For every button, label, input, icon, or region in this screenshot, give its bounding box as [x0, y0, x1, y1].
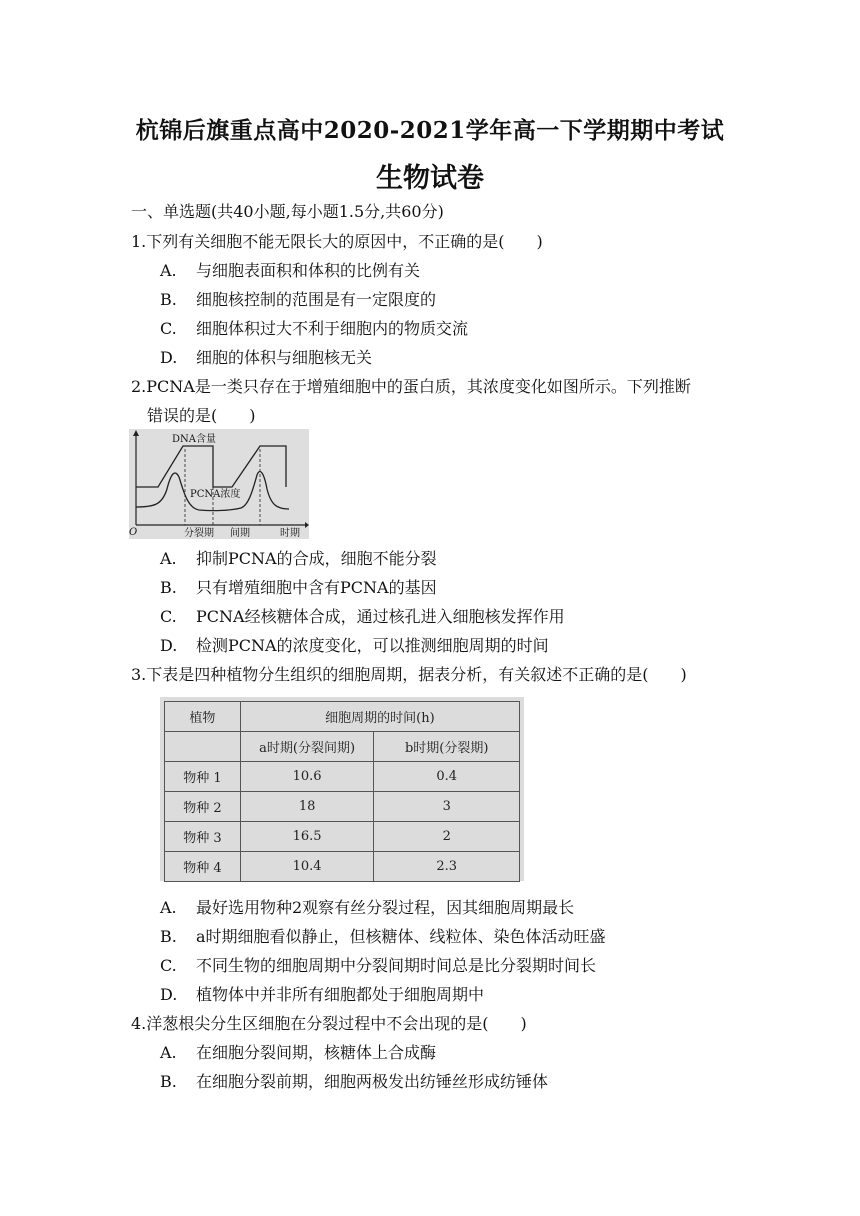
x-label-interphase: 间期 — [230, 528, 250, 539]
option-text: 在细胞分裂前期，细胞两极发出纺锤丝形成纺锤体 — [196, 1072, 549, 1091]
option-letter: D. — [160, 636, 178, 655]
question-1-option-c — [160, 316, 468, 339]
exam-subject-title: 生物试卷 — [376, 163, 484, 194]
table-cell-a: 10.4 — [240, 852, 374, 882]
question-4-option-a — [160, 1040, 436, 1063]
option-letter: A. — [160, 549, 177, 568]
question-4-stem — [131, 1011, 527, 1034]
pcna-label: PCNA浓度 — [190, 489, 241, 500]
question-1-text: 1.下列有关细胞不能无限长大的原因中，不正确的是( — [131, 232, 505, 251]
table-subheader-row — [165, 732, 520, 762]
option-letter: B. — [160, 290, 177, 309]
option-letter: A. — [160, 1043, 177, 1062]
question-4-text: 4.洋葱根尖分生区细胞在分裂过程中不会出现的是( — [131, 1014, 489, 1033]
question-4-close: ) — [520, 1014, 527, 1033]
option-text: 细胞体积过大不利于细胞内的物质交流 — [196, 319, 469, 338]
question-3-stem — [131, 662, 687, 685]
option-text: PCNA经核糖体合成，通过核孔进入细胞核发挥作用 — [196, 607, 565, 626]
question-2-close: ) — [249, 406, 256, 425]
option-text: 检测PCNA的浓度变化，可以推测细胞周期的时间 — [196, 636, 549, 655]
option-text: 与细胞表面积和体积的比例有关 — [196, 261, 421, 280]
table-row — [165, 852, 520, 882]
table-row — [165, 792, 520, 822]
origin-label: O — [129, 527, 138, 538]
question-3-option-c — [160, 953, 596, 976]
pcna-diagram — [129, 429, 309, 539]
question-3-option-a — [160, 895, 574, 918]
table-header-row — [165, 702, 520, 732]
table-cell-b: 0.4 — [374, 762, 520, 792]
question-2-text-cont: 错误的是( — [147, 406, 218, 425]
option-text: 在细胞分裂间期，核糖体上合成酶 — [196, 1043, 437, 1062]
table-cell-a: 18 — [240, 792, 374, 822]
table-row — [165, 762, 520, 792]
option-text: 不同生物的细胞周期中分裂间期时间总是比分裂期时间长 — [196, 956, 597, 975]
question-2-option-a — [160, 546, 437, 569]
table-row — [165, 822, 520, 852]
table-cell-a: 10.6 — [240, 762, 374, 792]
question-1-option-b — [160, 287, 436, 310]
option-text: 细胞的体积与细胞核无关 — [196, 348, 373, 367]
option-letter: C. — [160, 319, 177, 338]
pcna-figure — [129, 429, 309, 539]
table-header-a: a时期(分裂间期) — [240, 732, 374, 762]
section-heading: 一、单选题(共40小题,每小题1.5分,共60分) — [131, 202, 444, 221]
option-text: a时期细胞看似静止，但核糖体、线粒体、染色体活动旺盛 — [196, 927, 606, 946]
option-letter: D. — [160, 348, 178, 367]
question-2-stem-cont — [147, 403, 256, 426]
table-cell-a: 16.5 — [240, 822, 374, 852]
option-letter: B. — [160, 927, 177, 946]
option-letter: B. — [160, 578, 177, 597]
table-cell-b: 2.3 — [374, 852, 520, 882]
table-cell-b: 3 — [374, 792, 520, 822]
x-label-division: 分裂期 — [184, 528, 214, 539]
table-cell-species: 物种 4 — [165, 852, 241, 882]
question-2-option-b — [160, 575, 437, 598]
option-letter: A. — [160, 898, 177, 917]
option-letter: A. — [160, 261, 177, 280]
option-text: 植物体中并非所有细胞都处于细胞周期中 — [196, 985, 485, 1004]
question-2-option-d — [160, 633, 549, 656]
table-cell-species: 物种 2 — [165, 792, 241, 822]
question-4-option-b — [160, 1069, 548, 1092]
table-header-time: 细胞周期的时间(h) — [240, 702, 519, 732]
question-1-stem — [131, 229, 543, 252]
x-label-time: 时期 — [280, 528, 300, 539]
option-text: 抑制PCNA的合成，细胞不能分裂 — [196, 549, 437, 568]
option-text: 只有增殖细胞中含有PCNA的基因 — [196, 578, 437, 597]
table-cell-b: 2 — [374, 822, 520, 852]
question-1-close: ) — [536, 232, 543, 251]
exam-title: 杭锦后旗重点高中2020-2021学年高一下学期期中考试 — [135, 117, 725, 144]
question-1-option-d — [160, 345, 372, 368]
question-3-option-b — [160, 924, 606, 947]
dna-label: DNA含量 — [172, 434, 216, 445]
option-letter: C. — [160, 956, 177, 975]
question-1-option-a — [160, 258, 420, 281]
option-text: 最好选用物种2观察有丝分裂过程，因其细胞周期最长 — [196, 898, 575, 917]
option-letter: C. — [160, 607, 177, 626]
question-3-text: 3.下表是四种植物分生组织的细胞周期，据表分析，有关叙述不正确的是( — [131, 665, 649, 684]
table-header-plant: 植物 — [165, 702, 241, 732]
question-3-option-d — [160, 982, 484, 1005]
option-letter: D. — [160, 985, 178, 1004]
option-letter: B. — [160, 1072, 177, 1091]
table-cell — [165, 732, 241, 762]
table-cell-species: 物种 3 — [165, 822, 241, 852]
option-text: 细胞核控制的范围是有一定限度的 — [196, 290, 437, 309]
cell-cycle-table — [160, 697, 524, 881]
table-header-b: b时期(分裂期) — [374, 732, 520, 762]
table-cell-species: 物种 1 — [165, 762, 241, 792]
question-2-stem: 2.PCNA是一类只存在于增殖细胞中的蛋白质，其浓度变化如图所示。下列推断 — [131, 377, 691, 396]
question-3-close: ) — [680, 665, 687, 684]
question-2-option-c — [160, 604, 565, 627]
